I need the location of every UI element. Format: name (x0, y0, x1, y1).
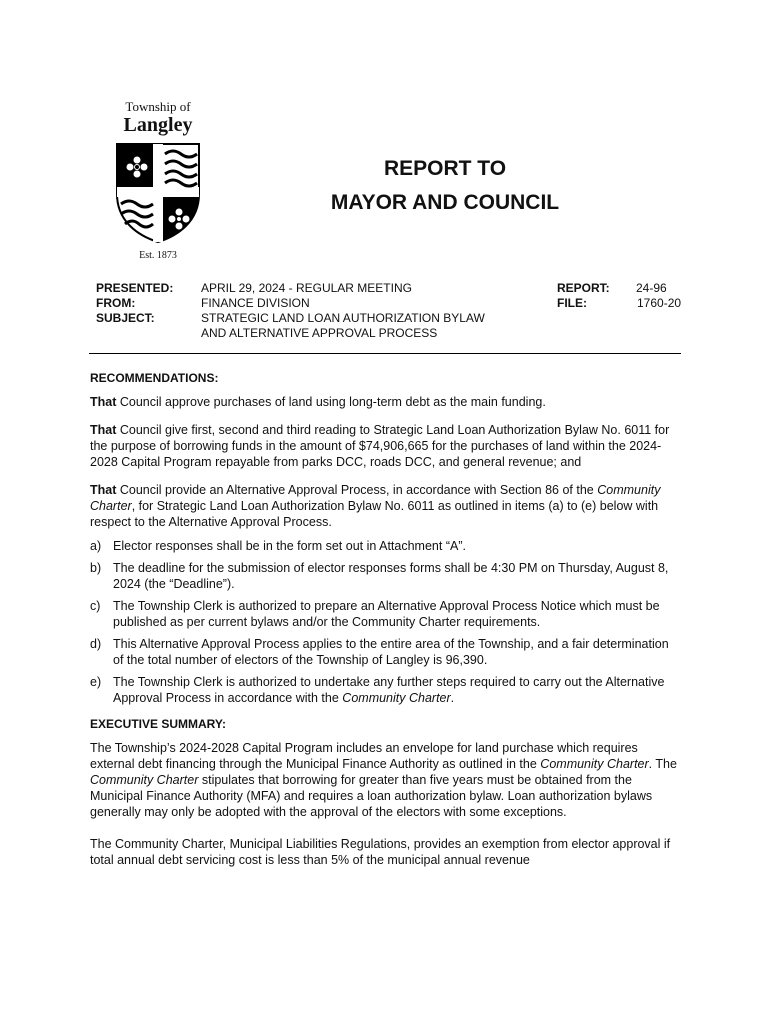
recommendation-3-text-a: Council provide an Alternative Approval Process, in accordance with Section 86 of the (116, 483, 598, 497)
exec-p1-italic-1: Community Charter (540, 757, 649, 771)
recommendation-2-text: Council give first, second and third reading to Strategic Land Loan Authorization Bylaw No. 6011 for the purpose of borrowing funds in the amount of $74,906,665 for the purchases of land within the 2024-2028 Capital Program repayable from parks DCC, roads DCC, and general revenue; and (90, 423, 670, 469)
executive-paragraph-1 (90, 740, 682, 820)
list-item (90, 560, 682, 592)
file-label: FILE: (557, 296, 587, 310)
list-item (90, 538, 682, 554)
exec-p1-c: stipulates that borrowing for greater than five years must be obtained from the Municipal Finance Authority (MFA) and requires a loan authorization bylaw. Loan authorization bylaws generally may only be adopted with the approval of the electors with some exceptions. (90, 773, 653, 819)
list-item-key: c) (90, 599, 101, 613)
crest-icon (115, 142, 201, 244)
that-label: That (90, 423, 117, 437)
list-item (90, 598, 682, 630)
from-label: FROM: (96, 296, 136, 310)
title-line1: REPORT TO (383, 157, 507, 180)
report-body (90, 370, 682, 880)
file-number: 1760-20 (637, 296, 682, 310)
logo-established: Est. 1873 (139, 250, 177, 261)
presented-value: APRIL 29, 2024 - REGULAR MEETING (201, 281, 412, 295)
report-title (300, 152, 590, 220)
logo-line1: Township of (125, 99, 191, 114)
presented-label: PRESENTED: (96, 281, 174, 295)
list-item-text-a: The Township Clerk is authorized to undertake any further steps required to carry out the Alternative Approval Process in accordance with the (113, 675, 665, 705)
that-label: That (90, 395, 117, 409)
that-label: That (90, 483, 117, 497)
list-item-text: The deadline for the submission of elector responses forms shall be 4:30 PM on Thursday, August 8, 2024 (the “Deadline”). (113, 561, 669, 591)
exec-p1-b: . The (648, 757, 677, 771)
list-item-key: a) (90, 539, 102, 553)
list-item-text-b: . (450, 691, 455, 705)
recommendation-1 (90, 394, 682, 410)
recommendations-heading: RECOMMENDATIONS: (90, 371, 219, 385)
list-item-key: e) (90, 675, 102, 689)
subject-value-line2: AND ALTERNATIVE APPROVAL PROCESS (201, 326, 438, 340)
list-item-text: This Alternative Approval Process applies to the entire area of the Township, and a fair determination of the total number of electors of the Township of Langley is 96,390. (113, 637, 669, 667)
list-item-text: Elector responses shall be in the form set out in Attachment “A”. (113, 539, 466, 553)
recommendation-1-text: Council approve purchases of land using long-term debt as the main funding. (116, 395, 546, 409)
list-item-text: The Township Clerk is authorized to prepare an Alternative Approval Process Notice which must be published as per current bylaws and/or the Community Charter requirements. (113, 599, 660, 629)
township-logo (110, 100, 206, 261)
list-item-italic: Community Charter (342, 691, 451, 705)
exec-p1-italic-2: Community Charter (90, 773, 199, 787)
exec-p1-a: The Township’s 2024-2028 Capital Program includes an envelope for land purchase which requires external debt financing through the Municipal Finance Authority as outlined in the (90, 741, 638, 771)
recommendation-2 (90, 422, 682, 470)
report-number: 24-96 (636, 281, 667, 295)
recommendation-3-text-b: , for Strategic Land Loan Authorization Bylaw No. 6011 as outlined in items (a) to (e) below with respect to the Alternative Approval Process. (90, 499, 659, 529)
header-divider (89, 353, 681, 354)
subject-value-line1: STRATEGIC LAND LOAN AUTHORIZATION BYLAW (201, 311, 485, 325)
list-item-text (113, 674, 682, 706)
list-item (90, 636, 682, 668)
list-item-key: d) (90, 637, 102, 651)
from-value: FINANCE DIVISION (201, 296, 310, 310)
list-item-key: b) (90, 561, 102, 575)
title-line2: MAYOR AND COUNCIL (330, 191, 560, 214)
executive-paragraph-2: The Community Charter, Municipal Liabilities Regulations, provides an exemption from elector approval if total annual debt servicing cost is less than 5% of the municipal annual revenue (90, 837, 671, 867)
list-item (90, 674, 682, 706)
logo-line2: Langley (123, 114, 193, 136)
subject-label: SUBJECT: (96, 311, 155, 325)
executive-summary-heading: EXECUTIVE SUMMARY: (90, 717, 227, 731)
recommendation-3 (90, 482, 682, 530)
report-label: REPORT: (557, 281, 610, 295)
recommendation-3-italic: Community Charter (90, 483, 661, 513)
